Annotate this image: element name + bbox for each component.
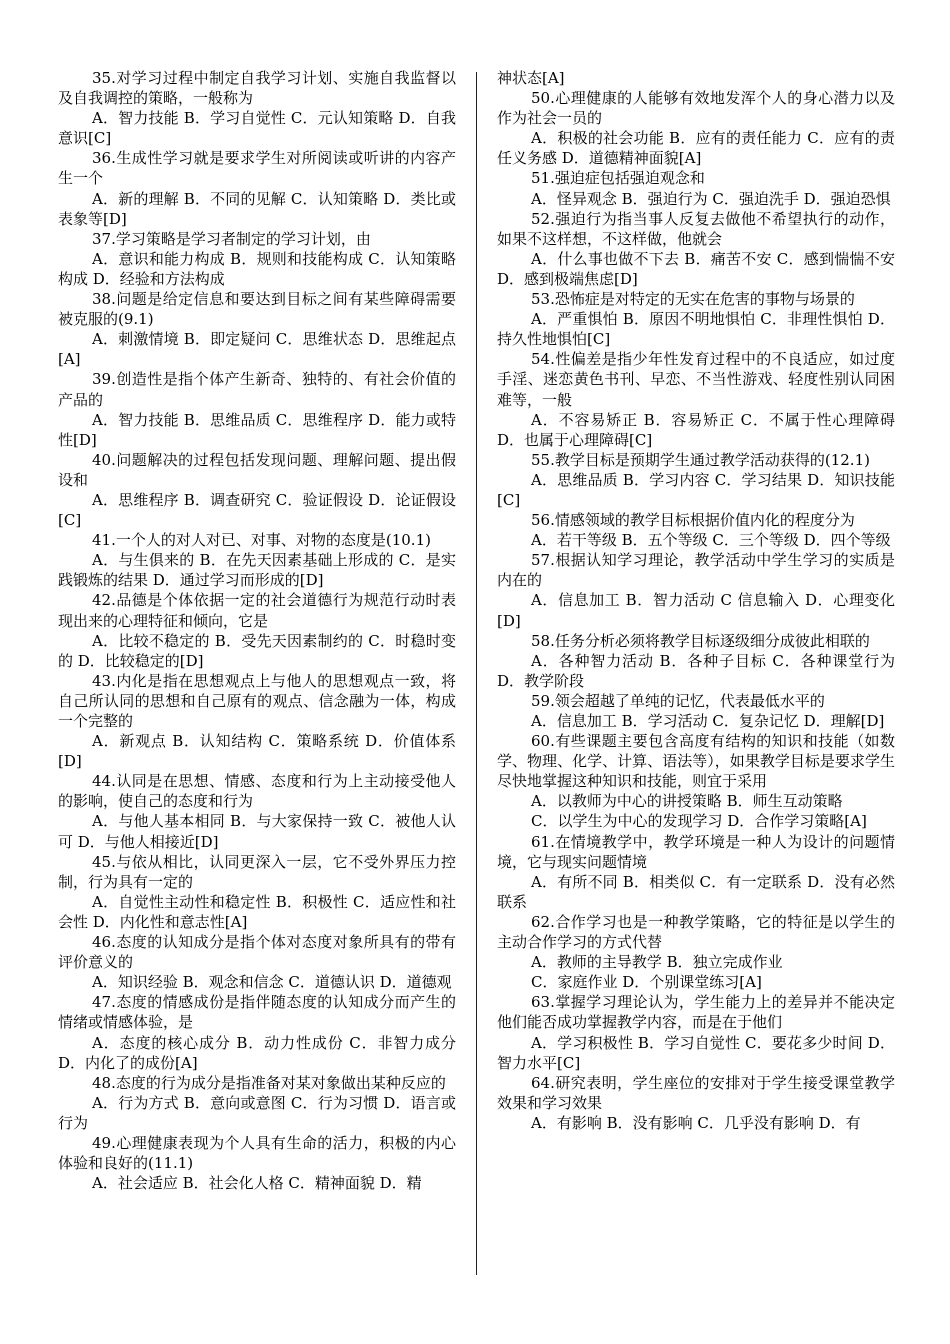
question-64-stem: 64.研究表明，学生座位的安排对于学生接受课堂教学效果和学习效果 xyxy=(497,1073,895,1112)
question-39-options: A．智力技能 B．思维品质 C．思维程序 D．能力或特性[D] xyxy=(58,410,456,449)
question-62-stem: 62.合作学习也是一种教学策略，它的特征是以学生的主动合作学习的方式代替 xyxy=(497,912,895,952)
question-54-stem: 54.性偏差是指少年性发育过程中的不良适应，如过度手淫、迷恋黄色书刊、早恋、不当性游戏、轻度性别认同困难等，一般 xyxy=(497,350,895,409)
right-column xyxy=(497,68,895,1133)
question-61-stem: 61.在情境教学中，教学环境是一种人为设计的问题情境，它与现实问题情境 xyxy=(497,832,895,871)
question-56-options: A．若干等级 B．五个等级 C．三个等级 D．四个等级 xyxy=(531,531,891,550)
question-50-options: A．积极的社会功能 B．应有的责任能力 C．应有的责任义务感 D．道德精神面貌[A] xyxy=(497,129,895,168)
question-62-options-cd: C．家庭作业 D．个别课堂练习[A] xyxy=(531,973,762,992)
question-43-stem: 43.内化是指在思想观点上与他人的思想观点一致，将自己所认同的思想和自己原有的观点、信念融为一体，构成一个完整的 xyxy=(58,671,456,730)
question-58-stem: 58.任务分析必须将教学目标逐级细分成彼此相联的 xyxy=(531,631,870,650)
question-38-options: A．刺激情境 B．即定疑问 C．思维状态 D．思维起点[A] xyxy=(58,330,456,369)
column-divider xyxy=(476,72,477,1275)
question-58-options: A．各种智力活动 B．各种子目标 C．各种课堂行为 D．教学阶段 xyxy=(497,651,895,690)
question-57-stem: 57.根据认知学习理论，教学活动中学生学习的实质是内在的 xyxy=(497,551,895,590)
question-47-stem: 47.态度的情感成份是指伴随态度的认知成分而产生的情绪或情感体验，是 xyxy=(58,993,456,1032)
question-63-options: A．学习积极性 B．学习自觉性 C．要花多少时间 D．智力水平[C] xyxy=(497,1033,895,1072)
question-50-stem: 50.心理健康的人能够有效地发浑个人的身心潜力以及作为社会一员的 xyxy=(497,89,895,128)
question-39-stem: 39.创造性是指个体产生新奇、独特的、有社会价值的产品的 xyxy=(58,370,456,409)
question-48-stem: 48.态度的行为成分是指准备对某对象做出某种反应的 xyxy=(92,1073,446,1092)
question-62-options-ab: A．教师的主导教学 B．独立完成作业 xyxy=(531,953,783,972)
question-45-stem: 45.与依从相比，认同更深入一层，它不受外界压力控制，行为具有一定的 xyxy=(58,852,456,891)
question-59-stem: 59.领会超越了单纯的记忆，代表最低水平的 xyxy=(531,691,825,710)
question-49-stem: 49.心理健康表现为个人具有生命的活力，积极的内心体验和良好的(11.1) xyxy=(58,1133,456,1173)
question-52-options: A．什么事也做不下去 B．痛苦不安 C．感到惴惴不安 D．感到极端焦虑[D] xyxy=(497,249,895,288)
question-36-stem: 36.生成性学习就是要求学生对所阅读或听讲的内容产生一个 xyxy=(58,149,456,188)
question-59-options: A．信息加工 B．学习活动 C．复杂记忆 D．理解[D] xyxy=(531,712,885,730)
question-40-options: A．思维程序 B．调查研究 C．验证假设 D．论证假设[C] xyxy=(58,490,456,530)
question-35-stem: 35.对学习过程中制定自我学习计划、实施自我监督以及自我调控的策略，一般称为 xyxy=(58,69,456,108)
question-55-options: A．思维品质 B．学习内容 C．学习结果 D．知识技能[C] xyxy=(497,470,895,509)
question-37-options: A．意识和能力构成 B．规则和技能构成 C．认知策略构成 D．经验和方法构成 xyxy=(58,249,456,288)
question-41-stem: 41.一个人的对人对已、对事、对物的态度是(10.1) xyxy=(92,531,431,550)
question-44-options: A．与他人基本相同 B．与大家保持一致 C．被他人认可 D．与他人相接近[D] xyxy=(58,812,456,851)
question-51-options: A．怪异观念 B．强迫行为 C．强迫洗手 D．强迫恐惧 xyxy=(531,189,891,208)
question-52-stem: 52.强迫行为指当事人反复去做他不希望执行的动作，如果不这样想，不这样做，他就会 xyxy=(497,209,895,248)
question-46-stem: 46.态度的认知成分是指个体对态度对象所具有的带有评价意义的 xyxy=(58,933,456,972)
question-37-stem: 37.学习策略是学习者制定的学习计划，由 xyxy=(92,229,371,248)
question-60-options-ab: A．以教师为中心的讲授策略 B．师生互动策略 xyxy=(531,792,843,811)
question-60-options-cd: C．以学生为中心的发现学习 D．合作学习策略[A] xyxy=(531,812,867,831)
question-63-stem: 63.掌握学习理论认为，学生能力上的差异并不能决定他们能否成功掌握教学内容，而是在于他们 xyxy=(497,993,895,1032)
question-45-options: A．自觉性主动性和稳定性 B．积极性 C．适应性和社会性 D．内化性和意志性[A] xyxy=(58,892,456,931)
question-38-stem: 38.问题是给定信息和要达到目标之间有某些障碍需要被克服的(9.1) xyxy=(58,290,456,329)
question-40-stem: 40.问题解决的过程包括发现问题、理解问题、提出假设和 xyxy=(58,450,456,489)
question-53-options: A．严重惧怕 B．原因不明地惧怕 C．非理性惧怕 D．持久性地惧怕[C] xyxy=(497,310,895,349)
question-42-stem: 42.品德是个体依据一定的社会道德行为规范行动时表现出来的心理特征和倾向，它是 xyxy=(58,591,456,630)
question-43-options: A．新观点 B．认知结构 C．策略系统 D．价值体系[D] xyxy=(58,732,456,771)
question-49-options-continued: 神状态[A] xyxy=(497,69,565,87)
question-64-options: A．有影响 B．没有影响 C．几乎没有影响 D．有 xyxy=(531,1113,861,1132)
question-48-options: A．行为方式 B．意向或意图 C．行为习惯 D．语言或行为 xyxy=(58,1093,456,1132)
question-44-stem: 44.认同是在思想、情感、态度和行为上主动接受他人的影响，使自己的态度和行为 xyxy=(58,772,456,811)
question-42-options: A．比较不稳定的 B．受先天因素制约的 C．时稳时变的 D．比较稳定的[D] xyxy=(58,631,456,670)
question-55-stem: 55.教学目标是预期学生通过教学活动获得的(12.1) xyxy=(531,450,870,469)
question-51-stem: 51.强迫症包括强迫观念和 xyxy=(531,169,705,188)
question-47-options: A．态度的核心成分 B．动力性成份 C．非智力成分 D．内化了的成份[A] xyxy=(58,1033,456,1072)
left-column xyxy=(58,68,456,1193)
question-49-options: A．社会适应 B．社会化人格 C．精神面貌 D．精 xyxy=(92,1174,422,1193)
question-41-options: A．与生俱来的 B．在先天因素基础上形成的 C．是实践锻炼的结果 D．通过学习而形成的[D] xyxy=(58,551,456,590)
question-60-stem: 60.有些课题主要包含高度有结构的知识和技能（如数学、物理、化学、计算、语法等），如果教学目标是要求学生尽快地掌握这种知识和技能，则宜于采用 xyxy=(497,732,895,791)
question-46-options: A．知识经验 B．观念和信念 C．道德认识 D．道德观 xyxy=(92,973,452,992)
question-53-stem: 53.恐怖症是对特定的无实在危害的事物与场景的 xyxy=(531,290,855,309)
question-54-options: A．不容易矫正 B．容易矫正 C．不属于性心理障碍 D．也属于心理障碍[C] xyxy=(497,410,895,449)
question-35-options: A．智力技能 B．学习自觉性 C．元认知策略 D．自我意识[C] xyxy=(58,109,456,148)
question-36-options: A．新的理解 B．不同的见解 C．认知策略 D．类比或表象等[D] xyxy=(58,189,456,228)
question-56-stem: 56.情感领域的教学目标根据价值内化的程度分为 xyxy=(531,511,855,530)
question-57-options: A．信息加工 B．智力活动 C 信息输入 D．心理变化[D] xyxy=(497,591,895,630)
question-61-options: A．有所不同 B．相类似 C．有一定联系 D．没有必然联系 xyxy=(497,872,895,911)
